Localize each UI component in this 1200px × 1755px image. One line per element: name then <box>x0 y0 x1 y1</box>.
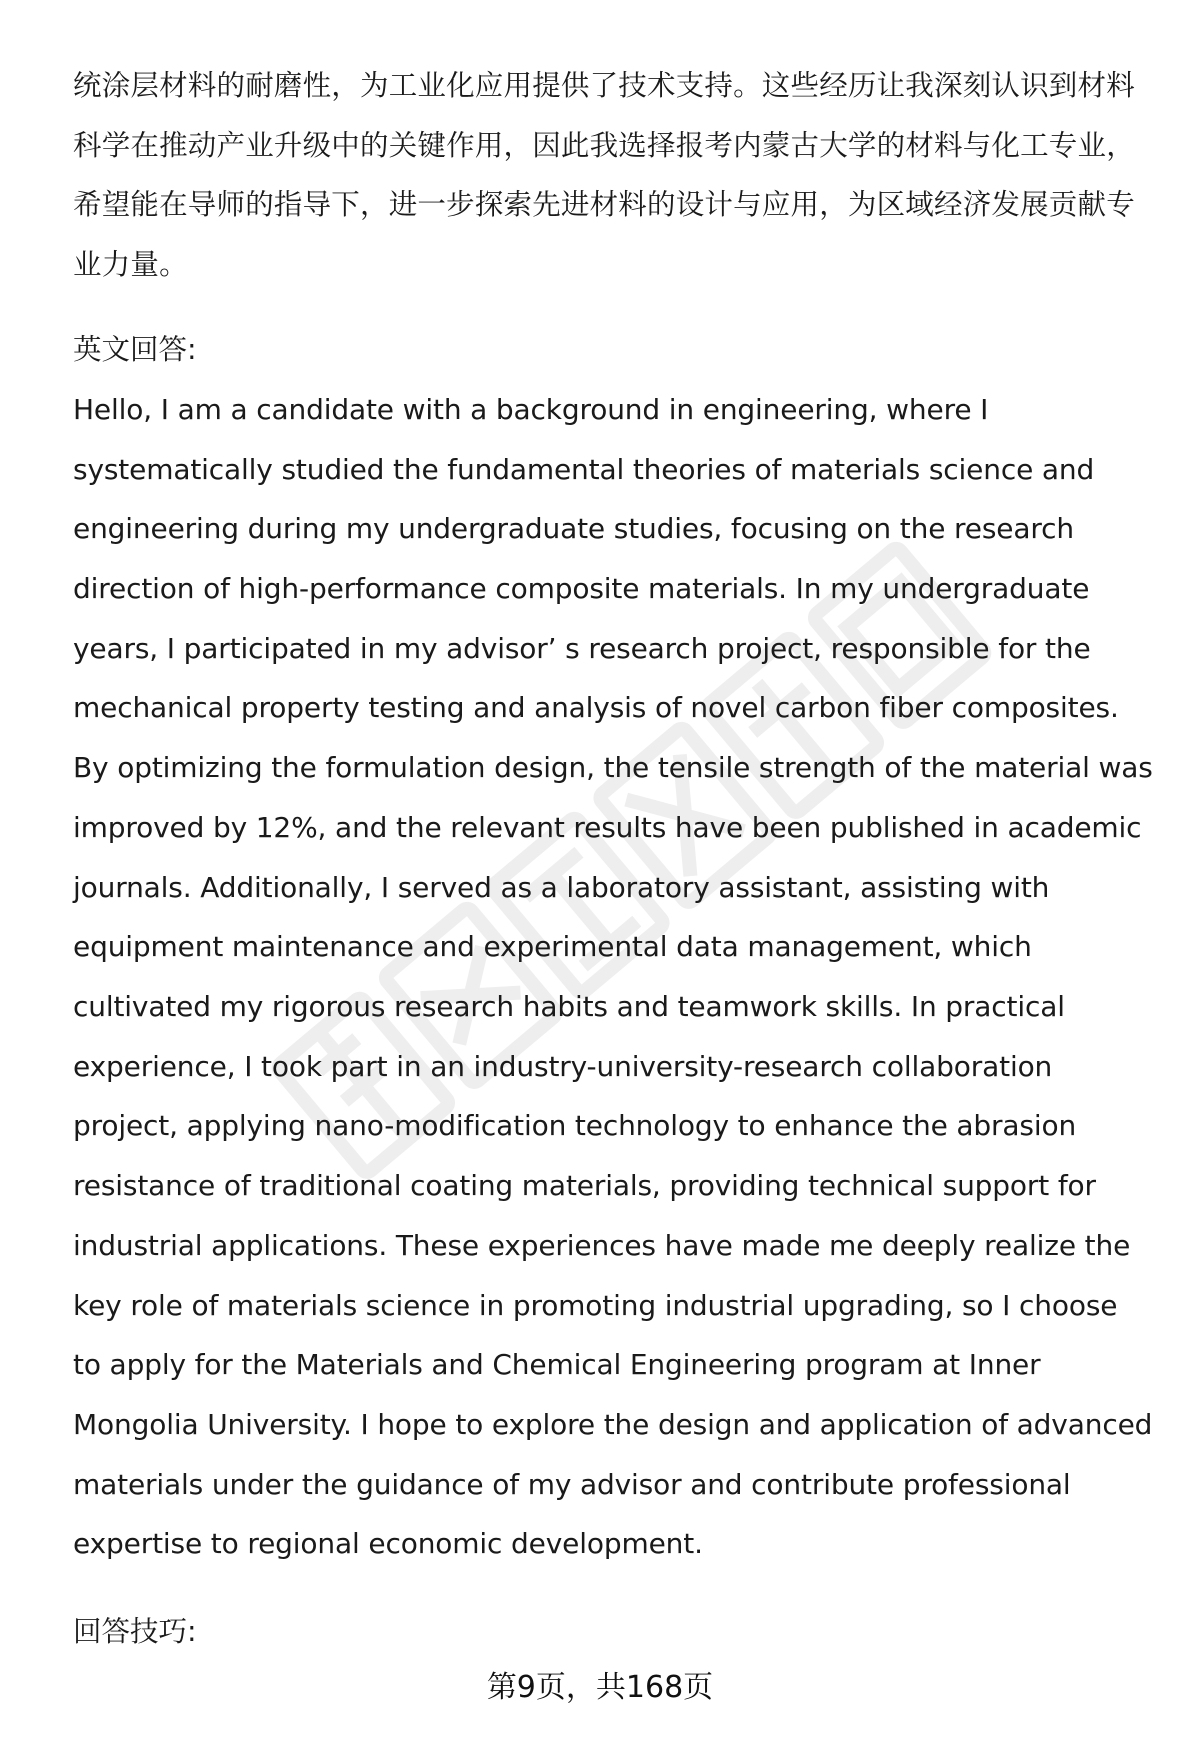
english-answer-heading: 英文回答: <box>73 333 197 367</box>
answer-tips-heading: 回答技巧: <box>73 1615 197 1649</box>
document-page <box>73 56 1153 1662</box>
spacer <box>73 1574 1153 1602</box>
page-indicator: 第9页，共168页 <box>486 1670 714 1705</box>
intro-paragraph: 统涂层材料的耐磨性，为工业化应用提供了技术支持。这些经历让我深刻认识到材料科学在推动产业升级中的关键作用，因此我选择报考内蒙古大学的材料与化工专业，希望能在导师的指导下，进一步探索先进材料的设计与应用，为区域经济发展贡献专业力量。 <box>73 69 1135 281</box>
english-answer-paragraph: Hello, I am a candidate with a background in engineering, where I systematically studied the fundamental theories of materials science and engineering during my undergraduate studies, focusing on the research direction of high-performance composite materials. In my undergraduate years, I participated in my advisor’ s research project, responsible for the mechanical property testing and analysis of novel carbon fiber composites. By optimizing the formulation design, the tensile strength of the material was improved by 12%, and the relevant results have been published in academic journals. Additionally, I served as a laboratory assistant, assisting with equipment maintenance and experimental data management, which cultivated my rigorous research habits and teamwork skills. In practical experience, I took part in an industry-university-research collaboration project, applying nano-modification technology to enhance the abrasion resistance of traditional coating materials, providing technical support for industrial applications. These experiences have made me deeply realize the key role of materials science in promoting industrial upgrading, so I choose to apply for the Materials and Chemical Engineering program at Inner Mongolia University. I hope to explore the design and application of advanced materials under the guidance of my advisor and contribute professional expertise to regional economic development. <box>73 392 1153 1561</box>
spacer <box>73 294 1153 320</box>
